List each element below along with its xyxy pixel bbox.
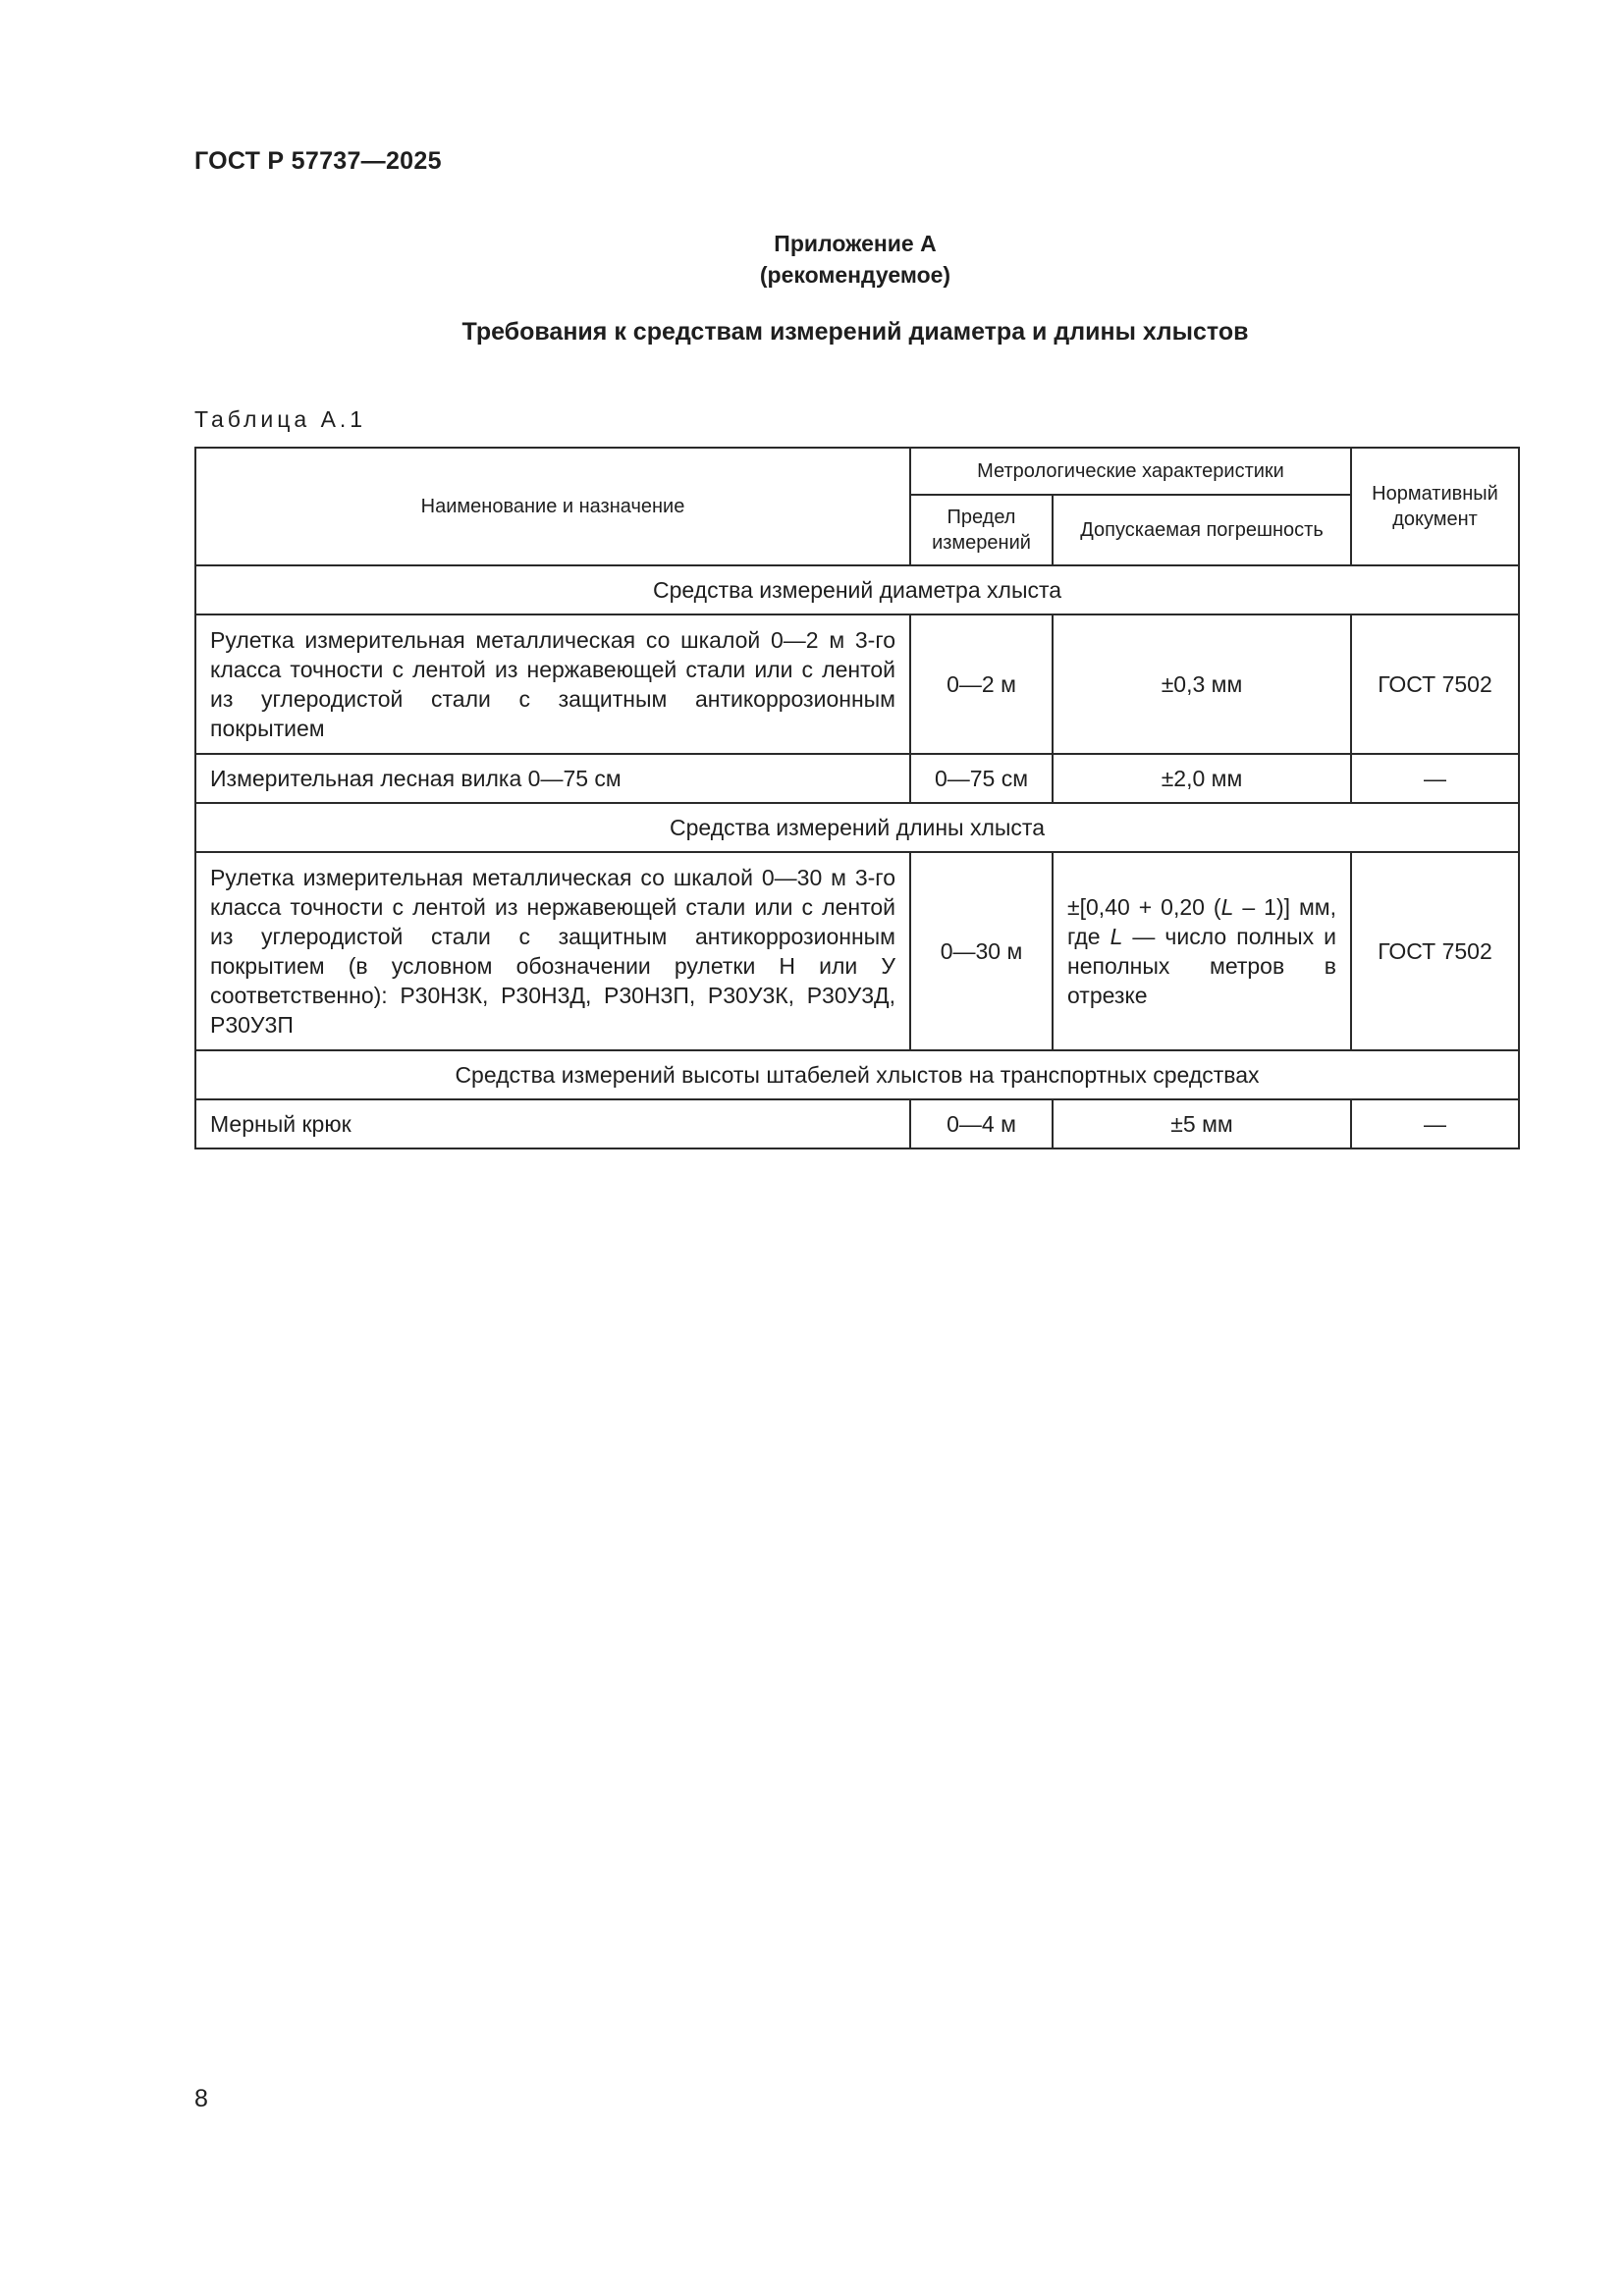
table-cell-norm: — bbox=[1351, 1099, 1519, 1148]
table-cell-error: ±5 мм bbox=[1053, 1099, 1351, 1148]
table-cell-limit: 0—2 м bbox=[910, 614, 1053, 754]
document-id: ГОСТ Р 57737—2025 bbox=[194, 147, 442, 175]
error-formula-part: ±[0,40 + 0,20 ( bbox=[1067, 894, 1221, 920]
table-cell-name: Рулетка измерительная металлическая со шкалой 0—2 м 3-го класса точности с лентой из нержавеющей стали или с лентой из углеродистой стали с защитным антикоррозионным покрытием bbox=[195, 614, 910, 754]
page-number: 8 bbox=[194, 2085, 208, 2112]
header-error: Допускаемая погрешность bbox=[1053, 495, 1351, 565]
appendix-heading bbox=[194, 228, 1516, 291]
error-formula-variable: L bbox=[1220, 894, 1234, 920]
section-title: Средства измерений диаметра хлыста bbox=[195, 565, 1519, 614]
appendix-type: (рекомендуемое) bbox=[759, 262, 951, 288]
section-title: Средства измерений высоты штабелей хлыстов на транспортных средствах bbox=[195, 1050, 1519, 1099]
table-cell-norm: ГОСТ 7502 bbox=[1351, 852, 1519, 1050]
table-cell-limit: 0—30 м bbox=[910, 852, 1053, 1050]
document-title: Требования к средствам измерений диаметра и длины хлыстов bbox=[461, 318, 1249, 346]
table-cell-name: Измерительная лесная вилка 0—75 см bbox=[195, 754, 910, 803]
header-limit: Предел измерений bbox=[910, 495, 1053, 565]
header-normative: Нормативный документ bbox=[1351, 448, 1519, 565]
table-label: Таблица А.1 bbox=[194, 406, 367, 432]
table-cell-norm: — bbox=[1351, 754, 1519, 803]
table-cell-error: ±0,3 мм bbox=[1053, 614, 1351, 754]
error-formula-variable: L bbox=[1110, 924, 1123, 949]
error-formula-part: – 1)] мм, где bbox=[1067, 894, 1336, 949]
table-cell-norm: ГОСТ 7502 bbox=[1351, 614, 1519, 754]
table-cell-limit: 0—75 см bbox=[910, 754, 1053, 803]
appendix-title: Приложение А bbox=[774, 231, 937, 256]
error-formula-part: — число полных и неполных метров в отрезке bbox=[1067, 924, 1337, 1008]
section-title: Средства измерений длины хлыста bbox=[195, 803, 1519, 852]
table-cell-name: Мерный крюк bbox=[195, 1099, 910, 1148]
requirements-table bbox=[194, 447, 1520, 1149]
table-cell-error: ±2,0 мм bbox=[1053, 754, 1351, 803]
header-metrological: Метрологические характеристики bbox=[910, 448, 1351, 495]
table-cell-limit: 0—4 м bbox=[910, 1099, 1053, 1148]
table-cell-name: Рулетка измерительная металлическая со шкалой 0—30 м 3-го класса точности с лентой из нержавеющей стали или с лентой из углеродистой стали с защитным антикоррозионным покрытием (в условном обозначении рулетки Н или У соответственно): Р30Н3К, Р30Н3Д, Р30Н3П, Р30У3К, Р30У3Д, Р30У3П bbox=[195, 852, 910, 1050]
header-name: Наименование и назначение bbox=[195, 448, 910, 565]
table-cell-error bbox=[1053, 852, 1351, 1050]
